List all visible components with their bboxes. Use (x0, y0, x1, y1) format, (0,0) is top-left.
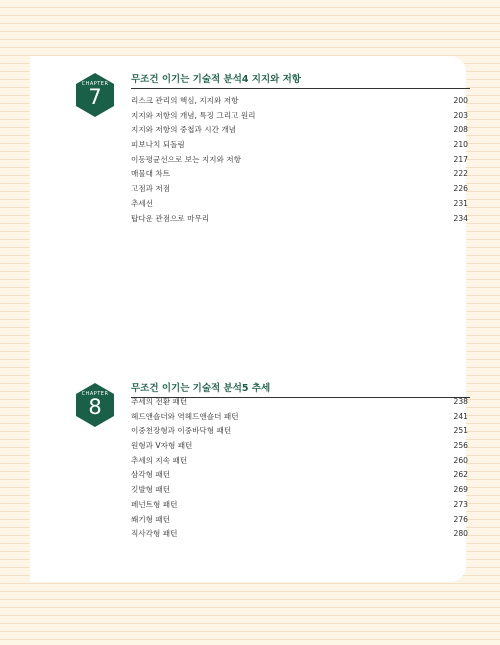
title-divider (131, 88, 470, 89)
toc-entry[interactable] (131, 212, 470, 227)
toc-entry[interactable] (131, 410, 470, 425)
chapter-label: CHAPTER (81, 391, 109, 397)
entry-page: 241 (453, 411, 468, 421)
toc-entry[interactable] (131, 153, 470, 168)
chapter-number: 7 (88, 85, 102, 109)
toc-entry[interactable] (131, 454, 470, 469)
toc-entry[interactable] (131, 109, 470, 124)
entry-page: 226 (453, 184, 468, 194)
entry-page: 262 (453, 470, 468, 480)
entry-page: 234 (453, 213, 468, 223)
entry-page: 280 (453, 529, 468, 539)
chapter-badge (75, 72, 115, 118)
toc-entry[interactable] (131, 468, 470, 483)
entry-page: 203 (453, 110, 468, 120)
entry-title: 피보나치 되돌림 (131, 140, 185, 150)
entry-title: 지지와 저항의 중첩과 시간 개념 (131, 125, 237, 135)
toc-entry[interactable] (131, 527, 470, 542)
entry-title: 원형과 V자형 패턴 (131, 441, 193, 451)
toc-entry[interactable] (131, 167, 470, 182)
entry-title: 깃발형 패턴 (131, 485, 171, 495)
entry-page: 251 (453, 426, 468, 436)
entry-title: 매물대 차트 (131, 169, 171, 179)
entry-page: 200 (453, 96, 468, 105)
entry-page: 217 (453, 154, 468, 164)
chapter-label: CHAPTER (81, 81, 109, 87)
chapter-title: 무조건 이기는 기술적 분석5 추세 (131, 383, 271, 394)
entry-page: 238 (453, 397, 468, 406)
chapter-badge (75, 382, 115, 428)
toc-entry[interactable] (131, 197, 470, 212)
toc-entries (131, 94, 470, 226)
entry-page: 256 (453, 441, 468, 451)
toc-entry[interactable] (131, 395, 470, 410)
toc-entry[interactable] (131, 513, 470, 528)
toc-entry[interactable] (131, 94, 470, 109)
entry-title: 지지와 저항의 개념, 특징 그리고 원리 (131, 110, 256, 120)
entry-page: 269 (453, 485, 468, 495)
entry-page: 276 (453, 514, 468, 524)
entry-title: 추세의 전환 패턴 (131, 397, 188, 406)
toc-entry[interactable] (131, 424, 470, 439)
entry-title: 추세의 지속 패턴 (131, 455, 188, 465)
toc-panel (30, 56, 466, 582)
entry-title: 쐐기형 패턴 (131, 514, 171, 524)
entry-page: 273 (453, 499, 468, 509)
entry-title: 헤드앤숄더와 역헤드앤숄더 패턴 (131, 411, 239, 421)
toc-entries (131, 395, 470, 542)
entry-title: 이동평균선으로 보는 지지와 저항 (131, 154, 241, 164)
chapter-title: 무조건 이기는 기술적 분석4 지지와 저항 (131, 74, 301, 85)
toc-entry[interactable] (131, 138, 470, 153)
entry-page: 210 (453, 140, 468, 150)
entry-title: 추세선 (131, 198, 154, 208)
toc-entry[interactable] (131, 439, 470, 454)
toc-entry[interactable] (131, 483, 470, 498)
entry-page: 208 (453, 125, 468, 135)
entry-title: 직사각형 패턴 (131, 529, 178, 539)
toc-entry[interactable] (131, 123, 470, 138)
entry-title: 리스크 관리의 핵심, 지지와 저항 (131, 96, 239, 105)
entry-title: 삼각형 패턴 (131, 470, 171, 480)
entry-title: 페넌트형 패턴 (131, 499, 178, 509)
toc-entry[interactable] (131, 182, 470, 197)
entry-page: 260 (453, 455, 468, 465)
chapter-number: 8 (88, 395, 102, 419)
entry-title: 탑다운 관점으로 마무리 (131, 213, 210, 223)
entry-page: 231 (453, 198, 468, 208)
toc-entry[interactable] (131, 498, 470, 513)
entry-title: 이중천장형과 이중바닥형 패턴 (131, 426, 232, 436)
entry-title: 고점과 저점 (131, 184, 171, 194)
entry-page: 222 (453, 169, 468, 179)
